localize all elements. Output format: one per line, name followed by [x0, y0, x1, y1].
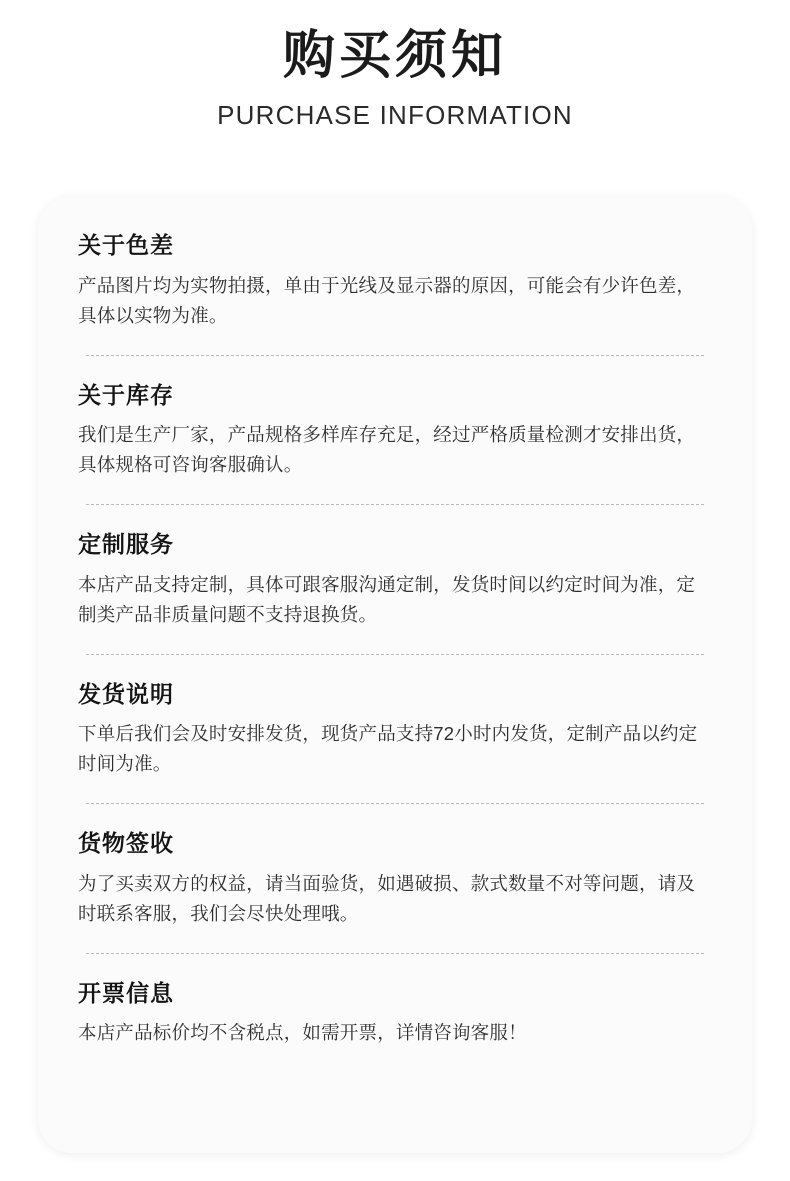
section-title: 发货说明: [78, 680, 174, 707]
page-subtitle: PURCHASE INFORMATION: [217, 100, 573, 131]
divider: [86, 654, 704, 655]
section-body: 产品图片均为实物拍摄，单由于光线及显示器的原因，可能会有少许色差，具体以实物为准。: [78, 274, 696, 326]
section-title: 货物签收: [78, 830, 174, 857]
divider: [86, 803, 704, 804]
section-receiving: [78, 830, 712, 929]
section-body: 下单后我们会及时安排发货，现货产品支持72小时内发货，定制产品以约定时间为准。: [78, 723, 698, 775]
divider: [86, 504, 704, 505]
divider: [86, 355, 704, 356]
section-title: 定制服务: [78, 531, 174, 558]
section-title: 关于色差: [78, 232, 174, 258]
section-invoice: [78, 980, 712, 1049]
section-body: 我们是生产厂家，产品规格多样库存充足，经过严格质量检测才安排出货，具体规格可咨询客服确认。: [78, 424, 696, 476]
section-stock: [78, 382, 712, 481]
section-title: 开票信息: [78, 979, 174, 1006]
section-shipping: [78, 681, 712, 780]
section-body: 本店产品标价均不含税点，如需开票，详情咨询客服！: [78, 1022, 527, 1044]
section-title: 关于库存: [78, 381, 174, 408]
information-card: [38, 196, 752, 1153]
divider: [86, 953, 704, 954]
section-body: 本店产品支持定制，具体可跟客服沟通定制，发货时间以约定时间为准，定制类产品非质量问题不支持退换货。: [78, 573, 696, 625]
section-customization: [78, 531, 712, 630]
page-title: 购买须知: [282, 27, 507, 85]
section-color-difference: [78, 232, 712, 331]
page-header: [0, 0, 790, 131]
section-body: 为了买卖双方的权益，请当面验货，如遇破损、款式数量不对等问题，请及时联系客服，我们会尽快处理哦。: [78, 872, 696, 924]
